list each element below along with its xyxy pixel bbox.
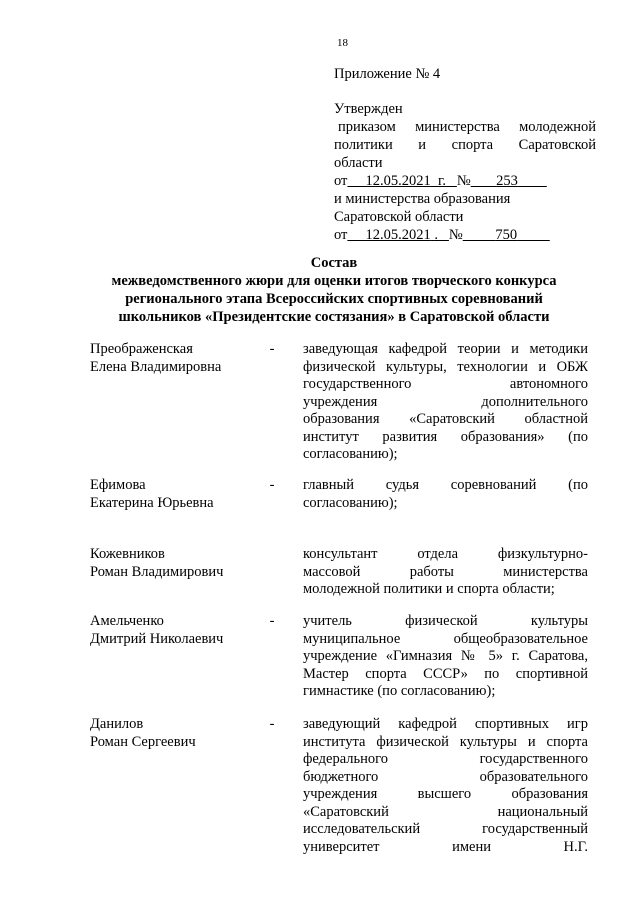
role-line: гимнастике (по согласованию);: [303, 683, 496, 699]
member-given-name: Елена Владимировна: [90, 358, 222, 375]
role-line: учитель физической культуры: [303, 613, 588, 629]
appendix-block: [334, 65, 596, 244]
order2-prefix: от: [334, 227, 348, 243]
member-role: [303, 613, 588, 701]
role-line: федерального государственного: [303, 751, 588, 767]
document-heading: [80, 254, 588, 326]
member-surname: Преображенская: [90, 341, 193, 357]
role-line: молодежной политики и спорта области;: [303, 581, 555, 597]
role-line: массовой работы министерства: [303, 563, 588, 580]
member-surname: Данилов: [90, 716, 144, 732]
order2-line: [334, 226, 596, 244]
role-line: исследовательский государственный: [303, 821, 588, 837]
member-row: [90, 341, 590, 466]
role-line: заведующая кафедрой теории и методики: [303, 341, 588, 357]
member-row: [90, 477, 590, 517]
member-surname: Амельченко: [90, 613, 164, 629]
order2-number: 750: [495, 227, 518, 243]
order1-prefix: от: [334, 173, 348, 189]
member-surname: Ефимова: [90, 477, 146, 493]
order1-mid: г.: [438, 173, 446, 189]
member-dash: -: [269, 341, 275, 357]
role-line: консультант отдела физкультурно-: [303, 546, 588, 562]
order2-date: 12.05.2021: [365, 227, 431, 243]
member-role: [303, 716, 588, 856]
member-given-name: Роман Владимирович: [90, 563, 224, 580]
role-line: бюджетного образовательного: [303, 768, 588, 785]
role-line: института физической культуры и спорта: [303, 733, 588, 750]
member-row: [90, 716, 590, 861]
heading-line1: Состав: [310, 255, 358, 271]
role-line: Мастер спорта СССР» по спортивной: [303, 665, 588, 682]
heading-line4: школьников «Президентские состязания» в Саратовской области: [118, 309, 550, 325]
heading-line2: межведомственного жюри для оценки итогов творческого конкурса: [111, 273, 557, 289]
member-name: [90, 546, 260, 581]
member-given-name: Екатерина Юрьевна: [90, 494, 214, 511]
approved-label: Утвержден: [334, 101, 403, 117]
role-line: учреждения дополнительного: [303, 393, 588, 410]
role-line: учреждение «Гимназия № 5» г. Саратова,: [303, 648, 588, 664]
member-name: [90, 716, 260, 751]
order2-mid: .: [434, 227, 439, 243]
role-line: главный судья соревнований (по: [303, 477, 588, 493]
member-role: [303, 477, 588, 512]
member-role: [303, 546, 588, 599]
appendix-title: Приложение № 4: [334, 66, 441, 82]
role-line: муниципальное общеобразовательное: [303, 630, 588, 647]
member-given-name: Дмитрий Николаевич: [90, 630, 224, 647]
member-dash: -: [269, 477, 275, 493]
order-text-line2: политики и спорта Саратовской: [334, 137, 596, 153]
role-line: университет имени Н.Г.: [303, 838, 588, 855]
heading-line3: регионального этапа Всероссийских спортивных соревнований: [125, 291, 543, 307]
member-row: [90, 546, 590, 601]
role-line: «Саратовский национальный: [303, 803, 588, 820]
role-line: учреждения высшего образования: [303, 786, 588, 802]
role-line: физической культуры, технологии и ОБЖ: [303, 358, 588, 375]
member-dash: -: [269, 716, 275, 732]
role-line: государственного автономного: [303, 376, 588, 392]
role-line: образования «Саратовский областной: [303, 411, 588, 427]
member-name: [90, 341, 260, 376]
member-role: [303, 341, 588, 464]
order-text-line3: области: [334, 155, 383, 171]
member-name: [90, 613, 260, 648]
role-line: согласованию);: [303, 494, 398, 511]
member-dash: -: [269, 613, 275, 629]
order1-no: №: [456, 173, 471, 189]
member-given-name: Роман Сергеевич: [90, 733, 196, 750]
page-number: 18: [337, 37, 348, 49]
role-line: заведующий кафедрой спортивных игр: [303, 716, 588, 732]
member-name: [90, 477, 260, 512]
role-line: согласованию);: [303, 446, 398, 462]
order1-line: [334, 172, 596, 190]
order-text-line1: приказом министерства молодежной: [338, 119, 596, 135]
order2-text-line2: Саратовской области: [334, 209, 464, 225]
member-surname: Кожевников: [90, 546, 165, 562]
order1-date: 12.05.2021: [365, 173, 431, 189]
order1-number: 253: [496, 173, 518, 189]
order2-text-line1: и министерства образования: [334, 191, 511, 207]
order2-no: №: [448, 227, 463, 243]
role-line: институт развития образования» (по: [303, 428, 588, 445]
member-row: [90, 613, 590, 703]
